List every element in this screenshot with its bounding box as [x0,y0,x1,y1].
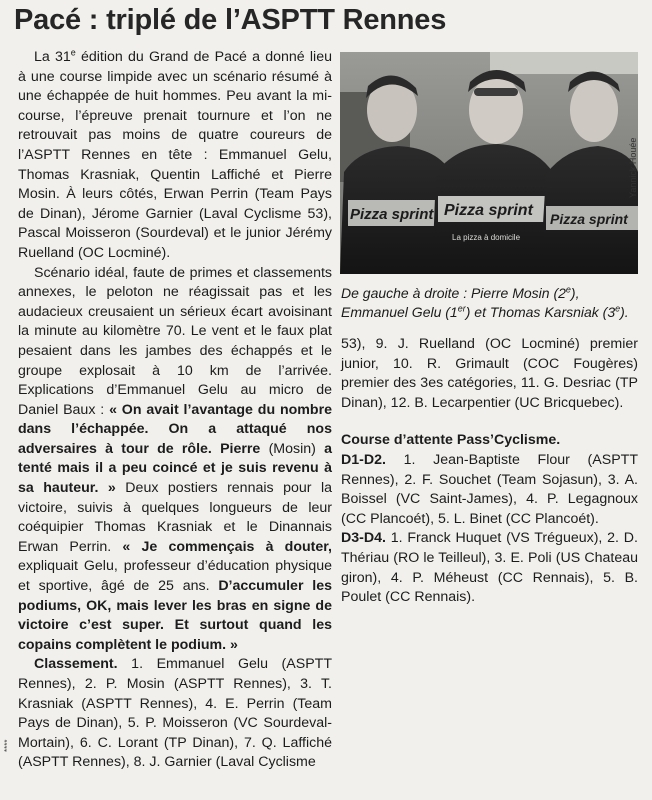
jersey-subtext: La pizza à domicile [452,233,521,242]
quote-gelu-1: « On avait l’avantage du nombre dans l’échappée. On a attaqué nos adversaires à tour de rôle. Pierre [18,401,333,457]
paragraph-intro: La 31e édition du Grand de Pacé a donné lieu à une course limpide avec un scénario résumé à une échappée de huit hommes. Peu avant la mi-course, l’épreuve prenait tournure et l’on ne retrouvait pas moins de quatre coureurs de l’ASPTT Rennes en tête : Emmanuel Gelu, Thomas Krasniak, Quentin Laffiché et Pierre Mosin. À leurs côtés, Erwan Perrin (Team Pays de Dinan), Jérome Garnier (Laval Cyclisme 53), Pascal Moisseron (Sourdeval) et le junior Jérémy Ruelland (OC Locminé). [18,47,332,261]
results-classement [18,655,332,773]
jersey-text-right: Pizza sprint [550,211,628,227]
paragraph-race: Scénario idéal, faute de primes et classements annexes, le peloton ne réagissait pas et les audacieux creusaient un sérieux écart avoisinant la minute au kilomètre 70. Le vent et le faux plat pesaient dans les jambes des échappés et le groupe explosait à 10 km de l’arrivée. Explications d’Emmanuel Gelu au micro de Daniel Baux : « On avait l’avantage du nombre dans l’échappée. On a attaqué nos adversaires à tour de rôle. Pierre (Mosin) a tenté mais il a peu coincé et je suis revenu à sa hauteur. » Deux postiers rennais pour la victoire, suivis à quelques longueurs de leur coéquipier Thomas Krasniak et le Dinannais Erwan Perrin. « Je commençais à douter, expliquait Gelu, professeur d’éducation physique et sportive, âgé de 25 ans. D’accumuler les podiums, OK, mais lever les bras en signe de victoire c’est super. Et surtout quand les copains complètent le podium. » [18,264,333,653]
jersey-text-left: Pizza sprint [350,206,434,223]
results-d3-d4: D3-D4. 1. Franck Huquet (VS Trégueux), 2. D. Thériau (RO le Teilleul), 3. E. Poli (US Chateau giron), 4. P. Méheust (CC Rennais), 5. B. Poulet (CC Rennais). [341,530,638,606]
quote-gelu-3: D’accumuler les podiums, OK, mais lever les bras en signe de victoire c’est super. Et surtout quand les copains complètent le podium. » [18,578,332,653]
article-column-right [341,335,638,608]
classement-text: 1. Emmanuel Gelu (ASPTT Rennes), 2. P. Mosin (ASPTT Rennes), 3. T. Krasniak (ASPTT Rennes), 4. E. Perrin (Team Pays de Dinan), 5. P. Moisseron (VC Sourdeval-Mortain), 6. C. Lorant (TP Dinan), 7. Q. Laffiché (ASPTT Rennes), 8. J. Garnier (Laval Cyclisme [18,656,332,771]
margin-stars: **** [3,739,12,752]
quote-gelu-1b: a tenté mais il a peu coincé et je suis revenu à sa hauteur. » [18,440,332,497]
jersey-text-center: Pizza sprint [444,202,533,219]
article-title: Pacé : triplé de l’ASPTT Rennes [14,4,447,36]
classement-continued: 53), 9. J. Ruelland (OC Locminé) premier junior, 10. R. Grimault (COC Fougères) premier des 3es catégories, 11. G. Desriac (TP Dinan), 12. B. Lecarpentier (UC Bricquebec). [341,336,638,411]
podium-photo [340,52,638,274]
photo-credit: Yannick Houée [628,137,638,198]
results-d1-d2: D1-D2. 1. Jean-Baptiste Flour (ASPTT Rennes), 2. F. Souchet (Team Sojasun), 3. A. Boissel (VC Saint-James), 4. P. Legagnoux (CC Plancoét), 5. L. Binet (CC Plancoét). [341,451,638,527]
photo-caption: De gauche à droite : Pierre Mosin (2e), Emmanuel Gelu (1er) et Thomas Karsniak (3e). [341,284,629,320]
classement-label: Classement. [34,656,118,673]
quote-gelu-2: « Je commençais à douter, [122,538,332,555]
article-column-left [18,48,332,773]
photo-illustration [340,52,638,274]
attente-title: Course d’attente Pass’Cyclisme. [341,432,561,449]
